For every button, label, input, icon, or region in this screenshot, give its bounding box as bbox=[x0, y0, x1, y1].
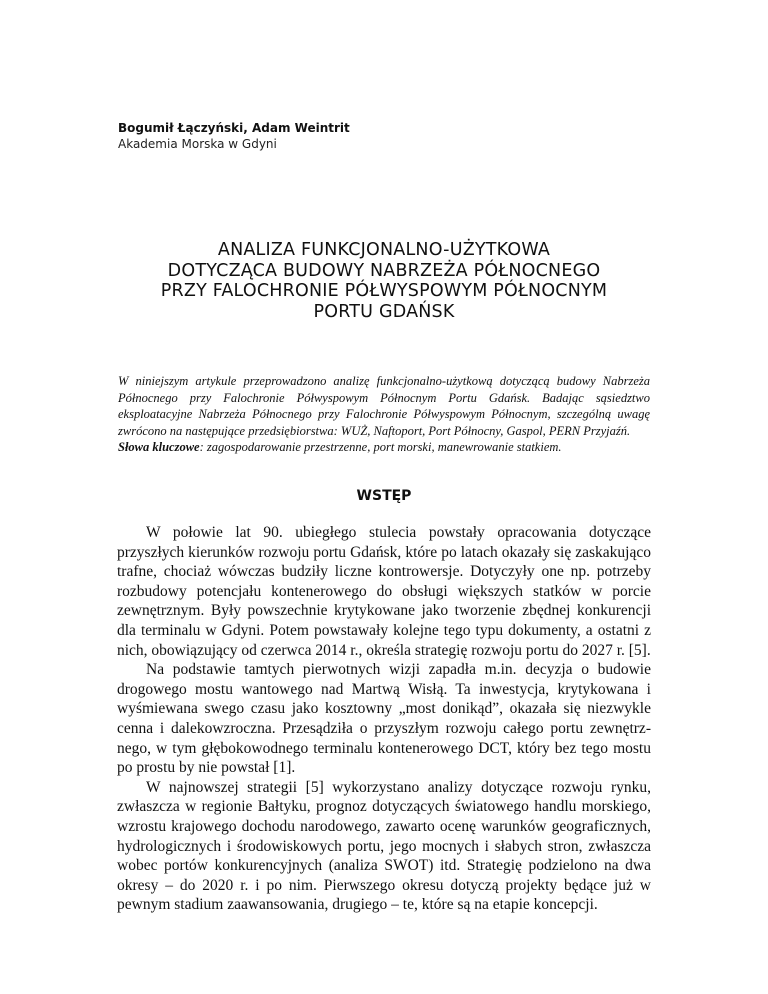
keywords-line bbox=[118, 439, 650, 456]
title-line: ANALIZA FUNKCJONALNO-UŻYTKOWA bbox=[217, 240, 551, 260]
keywords-text: : zagospodarowanie przestrzenne, port morski, manewrowanie statkiem. bbox=[199, 440, 562, 454]
abstract-text: W niniejszym artykule przeprowadzono analizę funkcjonalno-użytkową dotyczącą budowy Nabrzeża Północnego przy Falochronie Półwyspowym Północnym Portu Gdańsk. Badając sąsiedztwo eksploatacyjne Nabrzeża Północnego przy Falochronie Półwyspowym Północnym, szczególną uwagę zwrócono na następujące przedsiębiorstwa: WUŻ, Naftoport, Port Północny, Gaspol, PERN Przyjaźń. bbox=[118, 374, 650, 438]
keywords-label: Słowa kluczowe bbox=[118, 440, 200, 454]
author-names: Bogumił Łączyński, Adam Weintrit bbox=[118, 121, 350, 135]
abstract bbox=[118, 373, 650, 456]
author-block bbox=[118, 120, 350, 152]
body-text bbox=[117, 523, 651, 915]
body-paragraph: Na podstawie tamtych pierwotnych wizji zapadła m.in. decyzja o budowie drogowego mostu wantowego nad Martwą Wisłą. Ta inwestycja, krytykowana i wyśmiewana swego czasu jako kosztowny „most donikąd”, okazała się niezwykle cenna i dalekowzroczna. Przesądziła o przyszłym rozwoju całego portu zewnętrznego, w tym głębokowodnego terminalu kontenerowego DCT, który bez tego mostu po prostu by nie powstał [1]. bbox=[117, 661, 651, 777]
body-paragraph: W połowie lat 90. ubiegłego stulecia powstały opracowania dotyczące przyszłych kierunków rozwoju portu Gdańsk, które po latach okazały się zaskakująco trafne, chociaż wówczas budziły liczne kontrowersje. Dotyczyły one np. potrzeby rozbudowy potencjału kontenerowego do obsługi większych statków w porcie zewnętrznym. Były powszechnie krytykowane jako tworzenie zbędnej konkurencji dla terminalu w Gdyni. Potem powstawały kolejne tego typu dokumenty, a ostatni z nich, obowiązujący od czerwca 2014 r., określa strategię rozwoju portu do 2027 r. [5]. bbox=[117, 524, 651, 659]
author-affiliation: Akademia Morska w Gdyni bbox=[118, 137, 277, 151]
title-line: DOTYCZĄCA BUDOWY NABRZEŻA PÓŁNOCNEGO bbox=[167, 260, 601, 281]
body-paragraph: W najnowszej strategii [5] wykorzystano analizy dotyczące rozwoju rynku, zwłaszcza w regionie Bałtyku, prognoz dotyczących światowego handlu morskiego, wzrostu krajowego dochodu narodowego, zawarto ocenę warunków geograficznych, hydrologicznych i środowiskowych portu, jego mocnych i słabych stron, zwłaszcza wobec portów konkurencyjnych (analiza SWOT) itd. Strategię podzielono na dwa okresy – do 2020 r. i po nim. Pierwszego okresu dotyczą projekty będące już w pewnym stadium zaawansowania, drugiego – te, które są na etapie koncepcji. bbox=[117, 778, 651, 914]
section-heading: WSTĘP bbox=[356, 488, 412, 504]
title-line: PORTU GDAŃSK bbox=[313, 301, 455, 322]
paper-title bbox=[100, 240, 668, 322]
title-line: PRZY FALOCHRONIE PÓŁWYSPOWYM PÓŁNOCNYM bbox=[160, 281, 608, 301]
